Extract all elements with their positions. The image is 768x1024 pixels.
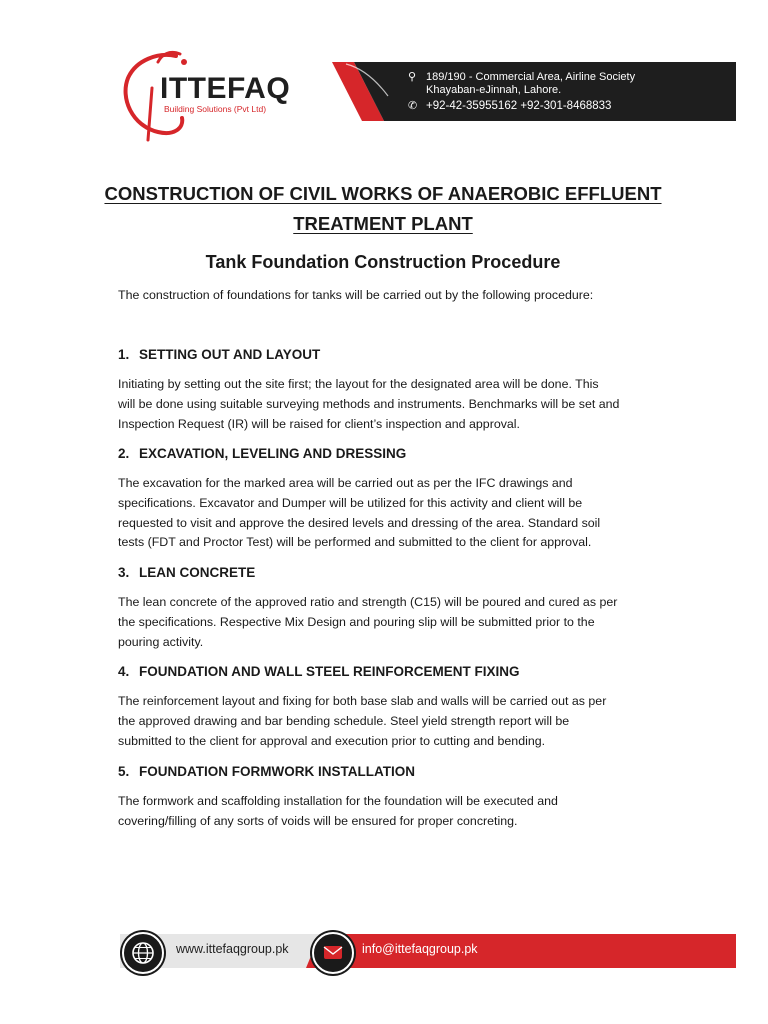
section-heading-text: EXCAVATION, LEVELING AND DRESSING — [139, 446, 407, 461]
globe-icon — [122, 932, 164, 974]
phone-text: +92-42-35955162 +92-301-8468833 — [426, 100, 612, 112]
body-line: the approved drawing and bar bending schedule. Steel yield strength report will be — [118, 713, 570, 728]
address-line-2: Khayaban-eJinnah, Lahore. — [426, 84, 562, 96]
section-number: 2. — [118, 446, 130, 461]
email-icon — [312, 932, 354, 974]
company-logo — [118, 48, 308, 143]
section-heading-4 — [118, 663, 520, 681]
section-body-2 — [118, 474, 648, 553]
section-body-3 — [118, 593, 648, 652]
section-body-5 — [118, 792, 648, 832]
address-line-1 — [408, 71, 635, 84]
phone-icon: ✆ — [408, 100, 418, 112]
email-link[interactable]: info@ittefaqgroup.pk — [362, 942, 478, 956]
address-text-1: 189/190 - Commercial Area, Airline Society — [426, 71, 636, 83]
document-title-line-1 — [60, 179, 706, 209]
body-line: The reinforcement layout and fixing for both base slab and walls will be carried out as per — [118, 694, 607, 708]
body-line: specifications. Excavator and Dumper will be utilized for this activity and client will be — [118, 495, 583, 510]
section-heading-3 — [118, 564, 255, 582]
section-heading-1 — [118, 346, 320, 364]
body-line: Initiating by setting out the site first; the layout for the designated area will be done. This — [118, 377, 599, 391]
body-line: The lean concrete of the approved ratio and strength (C15) will be poured and cured as per — [118, 595, 618, 609]
section-heading-text: LEAN CONCRETE — [139, 565, 256, 580]
section-heading-text: SETTING OUT AND LAYOUT — [139, 347, 321, 362]
body-line: covering/filling of any sorts of voids will be ensured for proper concreting. — [118, 813, 518, 828]
body-line: pouring activity. — [118, 634, 204, 649]
body-line: will be done using suitable surveying methods and instruments. Benchmarks will be set and — [118, 396, 620, 411]
section-number: 4. — [118, 664, 130, 679]
intro-paragraph: The construction of foundations for tanks will be carried out by the following procedure: — [118, 288, 594, 302]
document-subtitle: Tank Foundation Construction Procedure — [205, 252, 561, 272]
body-line: Inspection Request (IR) will be raised for client’s inspection and approval. — [118, 416, 520, 431]
section-heading-text: FOUNDATION FORMWORK INSTALLATION — [139, 764, 415, 779]
section-heading-5 — [118, 763, 415, 781]
body-line: tests (FDT and Proctor Test) will be performed and submitted to the client for approval. — [118, 535, 592, 550]
body-line: requested to visit and approve the desired levels and dressing of the area. Standard soil — [118, 515, 601, 530]
footer-bar — [120, 930, 736, 972]
section-heading-text: FOUNDATION AND WALL STEEL REINFORCEMENT FIXING — [139, 664, 520, 679]
contact-bar — [332, 62, 736, 121]
section-heading-2 — [118, 445, 406, 463]
body-line: The excavation for the marked area will be carried out as per the IFC drawings and — [118, 476, 573, 490]
section-body-1 — [118, 375, 648, 434]
document-title-text-2: TREATMENT PLANT — [293, 213, 473, 234]
phone-line — [408, 100, 611, 113]
location-pin-icon: ⚲ — [408, 71, 417, 83]
body-line: submitted to the client for approval and execution prior to cutting and bending. — [118, 733, 546, 748]
logo-name: ITTEFAQ — [160, 72, 291, 105]
document-title-line-2 — [60, 209, 706, 239]
body-line: The formwork and scaffolding installation for the foundation will be executed and — [118, 794, 558, 808]
document-title-text-1: CONSTRUCTION OF CIVIL WORKS OF ANAEROBIC EFFLUENT — [104, 183, 662, 204]
section-body-4 — [118, 692, 648, 751]
body-line: the specifications. Respective Mix Design and pouring slip will be submitted prior to the — [118, 614, 595, 629]
section-number: 1. — [118, 347, 130, 362]
logo-tagline: Building Solutions (Pvt Ltd) — [164, 104, 267, 114]
section-number: 3. — [118, 565, 130, 580]
website-link[interactable]: www.ittefaqgroup.pk — [176, 942, 289, 956]
section-number: 5. — [118, 764, 130, 779]
